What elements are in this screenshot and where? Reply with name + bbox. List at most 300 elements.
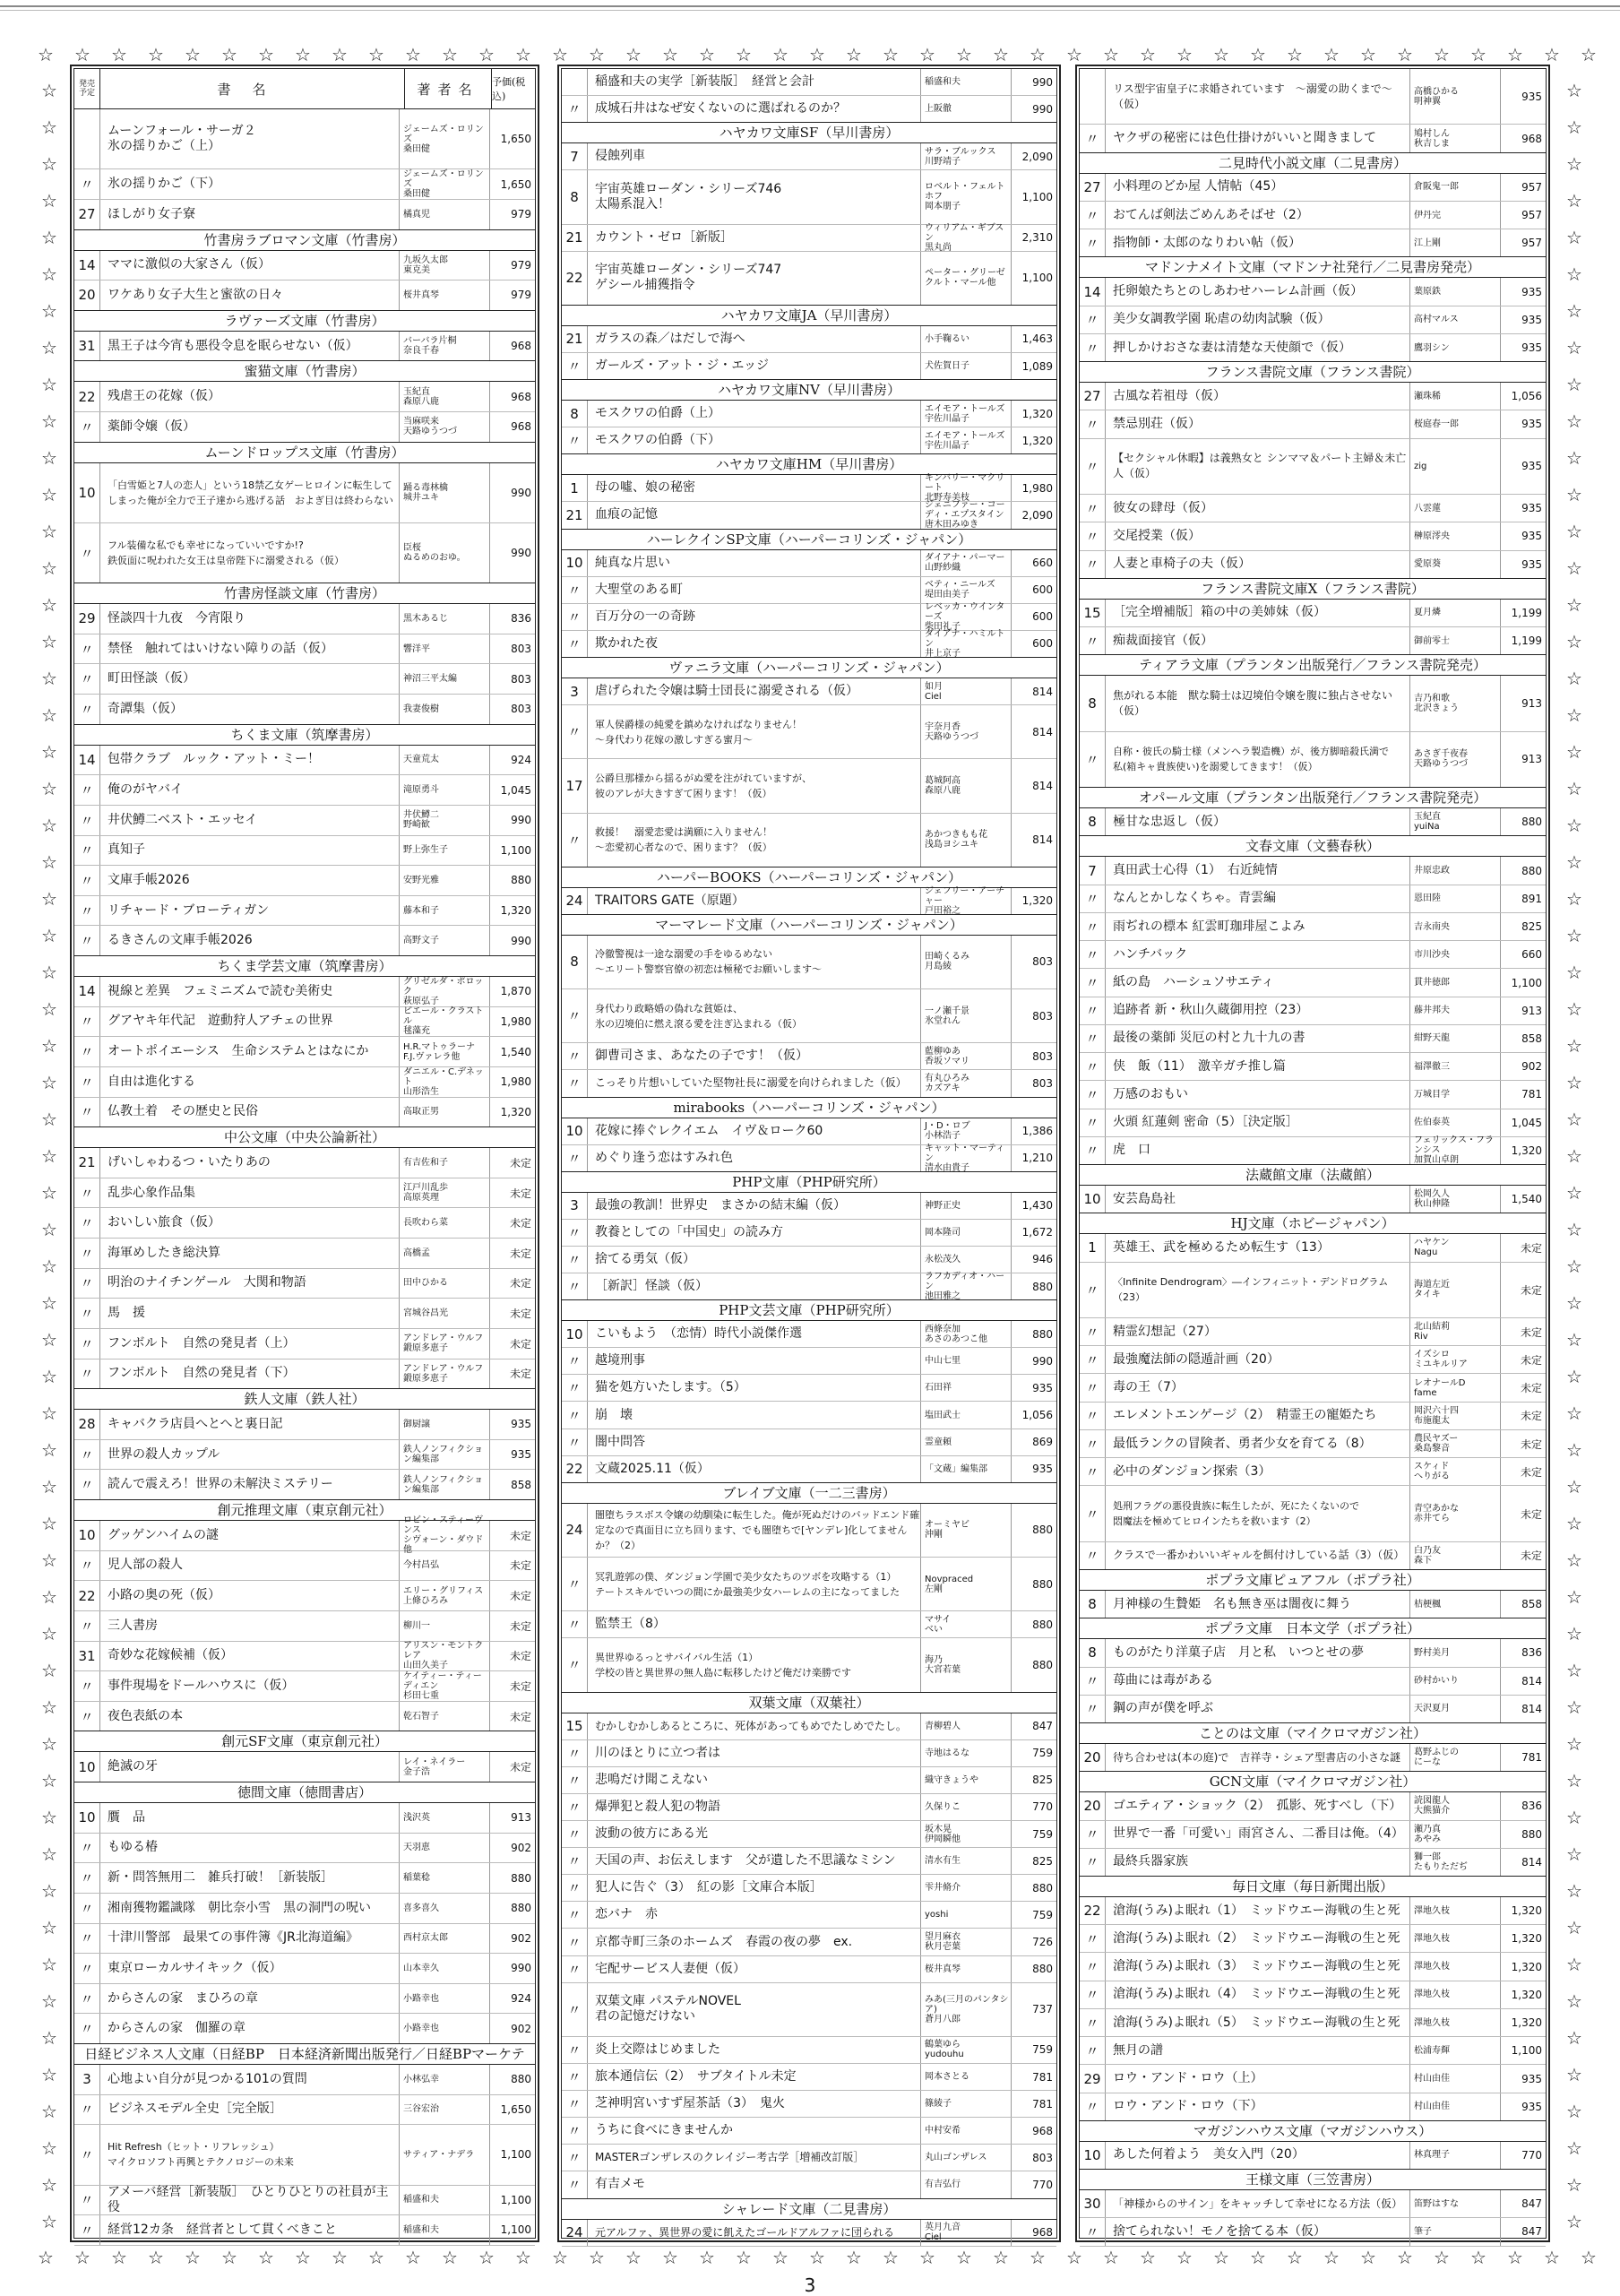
author-name: アンドレア・ウルフ 鍛原多恵子 xyxy=(400,1359,490,1389)
star-icon: ☆ xyxy=(332,44,348,65)
star-icon: ☆ xyxy=(1434,44,1450,65)
release-date: 〃 xyxy=(562,1429,588,1455)
author-name: 市川沙央 xyxy=(1410,941,1501,968)
author-name: 中山七里 xyxy=(921,1348,1012,1374)
author-name: 野村美月 xyxy=(1410,1639,1501,1666)
book-price: 1,100 xyxy=(500,2148,531,2162)
star-icon: ☆ xyxy=(41,1219,57,1240)
star-icon: ☆ xyxy=(41,2101,57,2122)
author-name: 村山由佳 xyxy=(1410,2065,1501,2092)
star-icon: ☆ xyxy=(846,2247,862,2268)
star-icon: ☆ xyxy=(1566,337,1582,358)
book-price: 880 xyxy=(1032,1618,1053,1631)
header-title: 書名 xyxy=(100,69,405,108)
book-title: 最終兵器家族 xyxy=(1106,1849,1410,1876)
book-row xyxy=(74,1269,535,1299)
book-price: 未定 xyxy=(1520,1410,1542,1423)
star-icon: ☆ xyxy=(1566,1439,1582,1461)
author-name: 西村京太郎 xyxy=(400,1924,490,1954)
release-date: 〃 xyxy=(1080,1053,1106,1080)
publisher-header: ハヤカワ文庫SF（早川書房） xyxy=(562,122,1056,143)
book-title: 托卵娘たちとのしあわせハーレム計画（仮） xyxy=(1106,278,1410,305)
release-date: 10 xyxy=(562,1118,588,1144)
author-name: アリスン・モントクレア 山田久美子 xyxy=(400,1642,490,1671)
author-name: 鉄人ノンフィクション編集部 xyxy=(400,1440,490,1470)
book-price: 未定 xyxy=(509,1368,531,1381)
star-icon: ☆ xyxy=(41,1660,57,1681)
release-date: 〃 xyxy=(562,1145,588,1171)
release-date: 14 xyxy=(74,977,100,1006)
book-title: 無月の譜 xyxy=(1106,2037,1410,2064)
book-row xyxy=(74,1299,535,1329)
book-row xyxy=(562,69,1056,96)
author-name: エイモア・トールズ 宇佐川晶子 xyxy=(921,401,1012,427)
release-date: 27 xyxy=(74,200,100,229)
book-row xyxy=(74,926,535,956)
star-icon: ☆ xyxy=(1566,1292,1582,1314)
book-price: 1,089 xyxy=(1021,359,1053,373)
book-row xyxy=(74,1551,535,1582)
release-date: 7 xyxy=(1080,857,1106,884)
book-price: 1,430 xyxy=(1021,1199,1053,1213)
star-icon: ☆ xyxy=(41,227,57,248)
book-row xyxy=(1080,2093,1546,2121)
book-title: 闇中問答 xyxy=(588,1429,921,1455)
star-icon: ☆ xyxy=(589,44,605,65)
release-date: 〃 xyxy=(1080,1346,1106,1373)
book-title: 滄海(うみ)よ眠れ（1） ミッドウエー海戦の生と死 xyxy=(1106,1897,1410,1924)
book-price: 935 xyxy=(1521,530,1542,543)
release-date: 10 xyxy=(1080,2142,1106,2169)
book-title: カウント・ゼロ［新版］ xyxy=(588,225,921,251)
star-icon: ☆ xyxy=(41,1990,57,2012)
star-icon: ☆ xyxy=(1544,2247,1560,2268)
author-name: 恩田陸 xyxy=(1410,885,1501,912)
author-name: 北山結莉 Riv xyxy=(1410,1318,1501,1345)
star-icon: ☆ xyxy=(1566,117,1582,138)
book-price: 935 xyxy=(1521,2072,1542,2085)
book-price: 2,310 xyxy=(1021,231,1053,245)
star-icon: ☆ xyxy=(1566,80,1582,101)
book-title: 軍人侯爵様の純愛を鎮めなければなりません！ ～身代わり花嫁の激しすぎる蜜月～ xyxy=(588,705,921,758)
book-row xyxy=(562,2118,1056,2145)
book-price: 1,100 xyxy=(500,2193,531,2206)
author-name: 八雲蓮 xyxy=(1410,495,1501,522)
release-date: 15 xyxy=(1080,600,1106,626)
book-title: 精霊幻想記（27） xyxy=(1106,1318,1410,1345)
author-name: 紺野天龍 xyxy=(1410,1025,1501,1052)
book-title: 処刑フラグの悪役貴族に転生したが、死にたくないので 悶魔法を極めてヒロインたちを救います（2） xyxy=(1106,1486,1410,1541)
author-name: Novpraced 左剛 xyxy=(921,1558,1012,1610)
book-row xyxy=(562,1875,1056,1902)
book-title: ものがたり洋菓子店 月と私 いつとせの夢 xyxy=(1106,1639,1410,1666)
book-price: 935 xyxy=(1521,2100,1542,2113)
book-row xyxy=(562,222,1056,253)
book-price: 902 xyxy=(511,1931,531,1945)
author-name: 井伏鱒二 野崎歓 xyxy=(400,806,490,835)
book-row xyxy=(562,885,1056,916)
star-icon: ☆ xyxy=(1566,1990,1582,2012)
book-title: ヤクザの秘密には色仕掛けがいいと聞きまして xyxy=(1106,125,1410,151)
author-name: 坂木晃 伊岡瞬他 xyxy=(921,1821,1012,1847)
star-icon: ☆ xyxy=(41,521,57,542)
column-body xyxy=(562,69,1056,2247)
book-row xyxy=(1080,1696,1546,1723)
author-name: 石田祥 xyxy=(921,1375,1012,1401)
author-name: レオナールD fame xyxy=(1410,1374,1501,1401)
star-icon: ☆ xyxy=(41,2211,57,2232)
publisher-header: 王様文庫（三笠書房） xyxy=(1080,2169,1546,2190)
star-icon: ☆ xyxy=(111,2247,127,2268)
book-price: 814 xyxy=(1032,725,1053,738)
book-price: 924 xyxy=(511,1992,531,2006)
book-row xyxy=(562,2037,1056,2064)
release-date: 10 xyxy=(74,1752,100,1782)
release-date: 30 xyxy=(1080,2190,1106,2217)
author-name: 白乃友 森下 xyxy=(1410,1542,1501,1569)
star-icon: ☆ xyxy=(1566,631,1582,652)
book-title: なんとかしなくちゃ。青雲編 xyxy=(1106,885,1410,912)
book-title: 奇妙な花嫁候補（仮） xyxy=(100,1642,400,1671)
star-icon: ☆ xyxy=(1140,2247,1156,2268)
author-name: 愛原葵 xyxy=(1410,551,1501,578)
star-icon: ☆ xyxy=(1397,44,1413,65)
author-name: スケィド へりがる xyxy=(1410,1458,1501,1485)
book-row xyxy=(562,1794,1056,1821)
author-name: 乾石智子 xyxy=(400,1702,490,1731)
book-title: もゆる椿 xyxy=(100,1834,400,1863)
book-title: 滄海(うみ)よ眠れ（4） ミッドウエー海戦の生と死 xyxy=(1106,1981,1410,2008)
star-icon: ☆ xyxy=(919,44,935,65)
book-title: 彼女の肆母（仮） xyxy=(1106,495,1410,522)
author-name: 丸山ゴンザレス xyxy=(921,2145,1012,2171)
publisher-header: シャレード文庫（二見書房） xyxy=(562,2198,1056,2220)
release-date: 〃 xyxy=(74,1984,100,2014)
release-date: 〃 xyxy=(562,1929,588,1955)
release-date: 〃 xyxy=(74,1551,100,1581)
star-icon: ☆ xyxy=(41,557,57,579)
author-name: レベッカ・ウインターズ 柴田礼子 xyxy=(921,604,1012,630)
release-date: 〃 xyxy=(74,1007,100,1037)
publisher-header: ハーレクインSP文庫（ハーパーコリンズ・ジャパン） xyxy=(562,529,1056,550)
book-row xyxy=(74,1148,535,1178)
author-name: 有吉弘行 xyxy=(921,2171,1012,2197)
book-price: 825 xyxy=(1521,920,1542,934)
release-date: 〃 xyxy=(1080,1542,1106,1569)
book-row xyxy=(74,977,535,1007)
book-row xyxy=(74,775,535,806)
book-title: 真知子 xyxy=(100,836,400,866)
star-icon: ☆ xyxy=(1566,998,1582,1020)
book-row xyxy=(74,896,535,927)
book-row xyxy=(562,814,1056,867)
author-name: 榊原澪央 xyxy=(1410,522,1501,549)
book-price: 979 xyxy=(511,258,531,272)
star-icon: ☆ xyxy=(1140,44,1156,65)
author-name: 澤地久枝 xyxy=(1410,1897,1501,1924)
star-icon: ☆ xyxy=(1103,2247,1119,2268)
star-icon: ☆ xyxy=(625,2247,642,2268)
star-icon: ☆ xyxy=(515,2247,531,2268)
book-price: 957 xyxy=(1521,209,1542,222)
publisher-header: PHP文芸文庫（PHP研究所） xyxy=(562,1299,1056,1321)
book-title: 百万分の一の奇跡 xyxy=(588,604,921,630)
book-row xyxy=(562,1070,1056,1097)
book-price: 未定 xyxy=(509,1710,531,1723)
book-price: 990 xyxy=(1032,1354,1053,1368)
book-title: めぐり逢う恋はすみれ色 xyxy=(588,1145,921,1171)
author-name: 滝原勇斗 xyxy=(400,775,490,805)
book-title: 追跡者 新・秋山久蔵御用控（23） xyxy=(1106,997,1410,1024)
star-icon: ☆ xyxy=(1566,1182,1582,1204)
star-icon: ☆ xyxy=(185,2247,201,2268)
book-price: 1,320 xyxy=(1511,1960,1542,1973)
author-name: 貫井徳郎 xyxy=(1410,969,1501,996)
book-price: 990 xyxy=(511,486,531,499)
book-row xyxy=(1080,306,1546,334)
release-date: 〃 xyxy=(562,1375,588,1401)
book-title: 事件現場をドールハウスに（仮） xyxy=(100,1671,400,1701)
book-title: 苺曲には毒がある xyxy=(1106,1668,1410,1695)
book-title: 小路の奥の死（仮） xyxy=(100,1581,400,1610)
release-date: 〃 xyxy=(74,664,100,694)
author-name: 宇奈月香 天路ゆうつづ xyxy=(921,705,1012,758)
release-date: 〃 xyxy=(562,1070,588,1096)
star-icon: ☆ xyxy=(41,484,57,505)
book-price: 858 xyxy=(1521,1031,1542,1045)
book-row xyxy=(74,746,535,776)
book-row xyxy=(74,1098,535,1128)
book-row xyxy=(1080,278,1546,306)
book-price: 759 xyxy=(1032,1747,1053,1760)
book-row xyxy=(562,1273,1056,1300)
author-name: 鷹羽シン xyxy=(1410,334,1501,361)
book-price: 759 xyxy=(1032,1908,1053,1921)
release-date: 27 xyxy=(1080,174,1106,201)
author-name: ダニエル・C.デネット 山形浩生 xyxy=(400,1067,490,1097)
book-price: 979 xyxy=(511,289,531,302)
star-icon: ☆ xyxy=(919,2247,935,2268)
author-name: 喜多喜久 xyxy=(400,1894,490,1923)
book-price: 1,650 xyxy=(500,133,531,146)
star-icon: ☆ xyxy=(1066,44,1082,65)
release-date: 〃 xyxy=(1080,1925,1106,1952)
book-price: 880 xyxy=(511,1871,531,1885)
book-row xyxy=(1080,1374,1546,1402)
author-name: ジェームズ・ロリンズ 桑田健 xyxy=(400,109,490,168)
star-icon: ☆ xyxy=(1566,1035,1582,1057)
author-name: 岡沢六十四 布施龍太 xyxy=(1410,1403,1501,1429)
book-price: 880 xyxy=(1032,1658,1053,1671)
book-title: Hit Refresh（ヒット・リフレッシュ） マイクロソフト再興とテクノロジーの未来 xyxy=(100,2125,400,2184)
book-row xyxy=(1080,1744,1546,1772)
book-title: ロウ・アンド・ロウ（上） xyxy=(1106,2065,1410,2092)
book-row xyxy=(1080,1109,1546,1137)
book-title: 新・問答無用二 雑兵打破！［新装版］ xyxy=(100,1863,400,1893)
star-icon: ☆ xyxy=(41,190,57,211)
book-row xyxy=(74,1037,535,1067)
book-title: 侠 飯（11） 激辛ガチ推し篇 xyxy=(1106,1053,1410,1080)
author-name: 一ノ瀬千景 氷堂れん xyxy=(921,989,1012,1042)
star-icon: ☆ xyxy=(258,44,274,65)
release-date: 〃 xyxy=(562,1821,588,1847)
book-price: 1,980 xyxy=(1021,481,1053,495)
book-row xyxy=(74,169,535,200)
author-name: 海道左近 タイキ xyxy=(1410,1263,1501,1317)
star-icon: ☆ xyxy=(1566,925,1582,946)
star-icon: ☆ xyxy=(1566,1843,1582,1865)
author-name: 寺地はるな xyxy=(921,1740,1012,1766)
book-row xyxy=(74,281,535,311)
author-name: 今村昌弘 xyxy=(400,1551,490,1581)
star-icon: ☆ xyxy=(41,1954,57,1975)
release-date: 〃 xyxy=(562,1220,588,1246)
book-price: 2,090 xyxy=(1021,508,1053,522)
star-icon: ☆ xyxy=(1566,263,1582,285)
book-price: 825 xyxy=(1032,1774,1053,1787)
book-title: 包帯クラブ ルック・アット・ミー！ xyxy=(100,746,400,775)
book-row xyxy=(74,1894,535,1924)
book-price: 未定 xyxy=(509,1679,531,1693)
star-icon: ☆ xyxy=(41,410,57,432)
author-name: 桜井真琴 xyxy=(400,281,490,310)
book-price: 未定 xyxy=(509,1559,531,1573)
book-price: 902 xyxy=(511,2022,531,2035)
star-icon: ☆ xyxy=(1566,778,1582,799)
publisher-header: 中公文庫（中央公論新社） xyxy=(74,1126,535,1148)
release-date: 〃 xyxy=(562,2118,588,2144)
release-date: 10 xyxy=(562,1321,588,1347)
release-date: 〃 xyxy=(562,1767,588,1793)
author-name: 江上剛 xyxy=(1410,229,1501,256)
book-row xyxy=(1080,551,1546,579)
release-date: 〃 xyxy=(1080,2218,1106,2245)
author-name: 佐伯泰英 xyxy=(1410,1109,1501,1136)
book-price: 957 xyxy=(1521,180,1542,194)
author-name: 臣桜 ぬるめのおゆ。 xyxy=(400,523,490,583)
book-row xyxy=(1080,808,1546,836)
star-icon: ☆ xyxy=(41,153,57,175)
book-price: 913 xyxy=(1521,696,1542,710)
book-row xyxy=(1080,885,1546,913)
book-price: 968 xyxy=(1521,132,1542,145)
release-date: 10 xyxy=(74,463,100,522)
book-row xyxy=(74,1752,535,1782)
book-price: 946 xyxy=(1032,1253,1053,1266)
book-title: 万感のおもい xyxy=(1106,1081,1410,1108)
release-date: 〃 xyxy=(1080,2037,1106,2064)
release-date: 〃 xyxy=(74,1834,100,1863)
column-header xyxy=(74,69,535,109)
author-name: 海乃 大宮若葉 xyxy=(921,1638,1012,1691)
book-row xyxy=(562,2064,1056,2091)
author-name: 鶴葉ゆら yudouhu xyxy=(921,2037,1012,2063)
book-price: 770 xyxy=(1032,2178,1053,2191)
book-title: 自称・彼氏の騎士様（メンヘラ製造機）が、後方脚暗殺氏満で 私(箱キャ貴族使い)を溺愛してきます！（仮） xyxy=(1106,732,1410,787)
book-row xyxy=(1080,202,1546,229)
release-date: 15 xyxy=(562,1713,588,1739)
release-date: 〃 xyxy=(1080,1374,1106,1401)
author-name: 稲盛和夫 xyxy=(400,2186,490,2215)
author-name: 野上弥生子 xyxy=(400,836,490,866)
star-icon: ☆ xyxy=(405,2247,421,2268)
author-name: あかつきもも花 浅島ヨシユキ xyxy=(921,814,1012,867)
publisher-header: ハヤカワ文庫NV（早川書房） xyxy=(562,379,1056,401)
book-title: 俺のがヤバイ xyxy=(100,775,400,805)
star-icon: ☆ xyxy=(221,44,237,65)
star-icon: ☆ xyxy=(1287,2247,1303,2268)
book-row xyxy=(74,604,535,634)
author-name: ウィリアム・ギブスン 黒丸尚 xyxy=(921,225,1012,251)
author-name: 長吹わら菜 xyxy=(400,1208,490,1238)
release-date: 〃 xyxy=(1080,125,1106,151)
star-icon: ☆ xyxy=(1566,1366,1582,1387)
book-price: 1,320 xyxy=(1021,894,1053,908)
star-icon: ☆ xyxy=(589,2247,605,2268)
book-title: 血痕の記憶 xyxy=(588,502,921,528)
book-title: 自由は進化する xyxy=(100,1067,400,1097)
book-price: 836 xyxy=(1521,1800,1542,1813)
book-price: 未定 xyxy=(509,1308,531,1321)
book-title: フンボルト 自然の発見者（下） xyxy=(100,1359,400,1389)
release-date: 〃 xyxy=(1080,1025,1106,1052)
release-date: 21 xyxy=(562,225,588,251)
book-price: 814 xyxy=(1521,1855,1542,1869)
author-name: 有吉佐和子 xyxy=(400,1148,490,1178)
book-price: 1,650 xyxy=(500,177,531,191)
book-title: 大聖堂のある町 xyxy=(588,577,921,603)
book-title: グッゲンハイムの謎 xyxy=(100,1521,400,1550)
publisher-header: オパール文庫（プランタン出版発行／フランス書院発売） xyxy=(1080,787,1546,808)
star-icon: ☆ xyxy=(41,447,57,469)
release-date: 21 xyxy=(562,502,588,528)
release-date: 〃 xyxy=(74,2014,100,2043)
book-row xyxy=(562,1713,1056,1740)
book-row xyxy=(1080,1186,1546,1213)
release-date: 20 xyxy=(1080,1792,1106,1819)
book-title: 越境刑事 xyxy=(588,1348,921,1374)
book-title: リチャード・ブローティガン xyxy=(100,896,400,926)
book-row xyxy=(74,412,535,443)
publisher-header: ブレイブ文庫（一二三書房） xyxy=(562,1482,1056,1504)
star-icon: ☆ xyxy=(736,2247,752,2268)
book-title: 児人部の殺人 xyxy=(100,1551,400,1581)
book-title: 雨ぢれの標本 紅雲町珈琲屋こよみ xyxy=(1106,913,1410,940)
book-row xyxy=(562,427,1056,454)
star-icon: ☆ xyxy=(1507,44,1523,65)
release-date: 〃 xyxy=(74,1671,100,1701)
author-name: 橘真児 xyxy=(400,200,490,229)
book-title: 旅本通信伝（2） サブタイトル未定 xyxy=(588,2064,921,2090)
star-icon: ☆ xyxy=(41,925,57,946)
release-date: 20 xyxy=(74,281,100,310)
book-price: 1,672 xyxy=(1021,1226,1053,1239)
release-date: 〃 xyxy=(74,1863,100,1893)
book-row xyxy=(562,628,1056,659)
book-title: ムーンフォール・サーガ２ 氷の揺りかご（上） xyxy=(100,109,400,168)
release-date: 〃 xyxy=(562,427,588,453)
book-title: 真田武士心得（1） 右近純情 xyxy=(1106,857,1410,884)
release-date: 〃 xyxy=(1080,1981,1106,2008)
release-date: 〃 xyxy=(1080,1318,1106,1345)
author-name: 黒木あるじ xyxy=(400,604,490,634)
star-icon: ☆ xyxy=(1176,2247,1193,2268)
book-row xyxy=(1080,913,1546,941)
author-name: 御前零士 xyxy=(1410,627,1501,654)
publisher-header: フランス書院文庫X（フランス書院） xyxy=(1080,578,1546,600)
star-icon: ☆ xyxy=(41,2137,57,2159)
author-name: 上阪徹 xyxy=(921,96,1012,122)
